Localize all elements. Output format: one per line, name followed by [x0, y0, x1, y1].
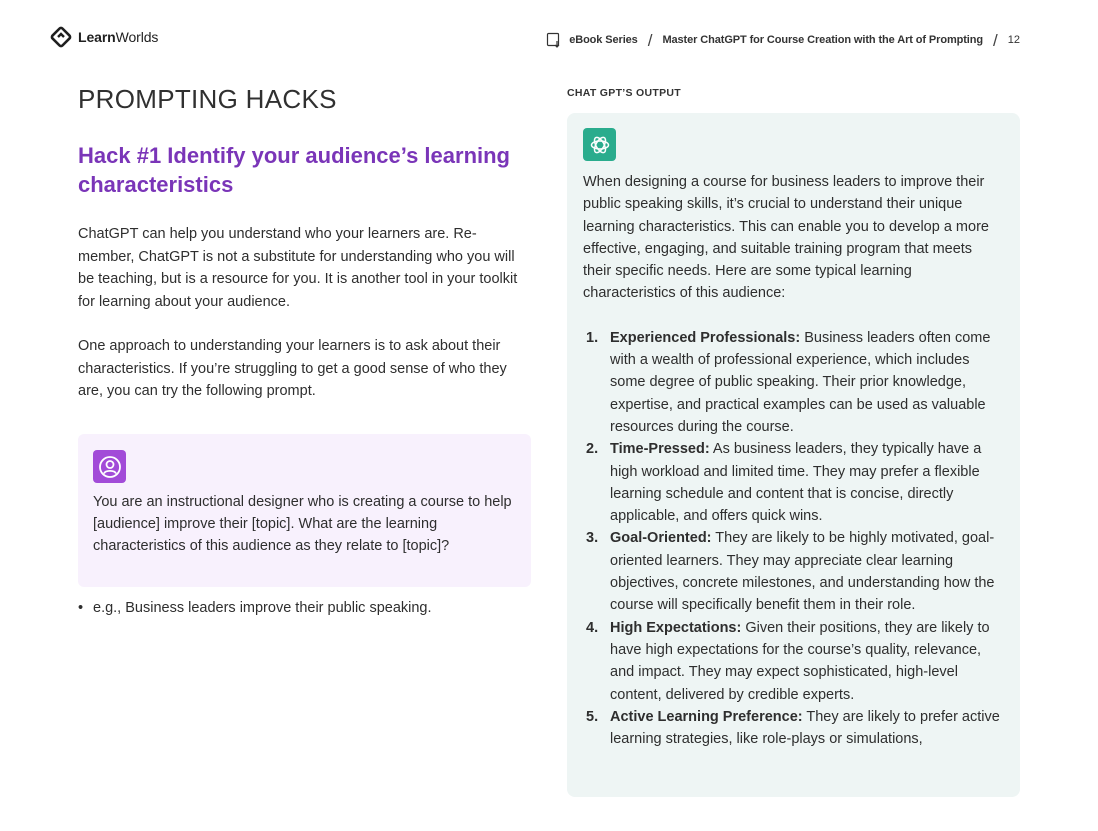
- breadcrumb-separator: /: [647, 30, 653, 50]
- hack-title: Hack #1 Identify your audience’s learning characteristics: [78, 143, 510, 197]
- list-item-title: Time-Pressed:: [610, 441, 710, 458]
- list-item-text: Given their positions, they are likely to have high expectations for the course’s quality, relevance, and impact. They may expect sophisticated, high-level content, delivered by credible experts.: [610, 619, 990, 703]
- list-number: 3.: [586, 530, 599, 547]
- example-bullet: [78, 600, 432, 616]
- intro-paragraph: ChatGPT can help you understand who your learners are. Re-member, ChatGPT is not a substitute for understanding who you will be teaching, but is a resource for you. It is another tool in your toolkit for learning about your audience.: [78, 226, 518, 310]
- list-item-text: Business leaders often come with a wealth of professional experience, which includes some degree of public speaking. Their prior knowledge, expertise, and practical examples can be used as valuable resources during the course.: [610, 329, 991, 435]
- document-title: Master ChatGPT for Course Creation with the Art of Prompting: [662, 34, 984, 46]
- logo-wordmark: LearnWorlds: [78, 29, 159, 45]
- header-breadcrumb: [546, 32, 1020, 48]
- output-label: CHAT GPT’S OUTPUT: [567, 87, 681, 99]
- prompt-box: [78, 434, 531, 587]
- list-item-text: They are likely to be highly motivated, goal-oriented learners. They may appreciate clear learning objectives, concrete milestones, and understanding how the course will specifically benefit them in their role.: [610, 530, 995, 614]
- bullet-marker: •: [78, 600, 84, 616]
- chatgpt-output-box: [567, 113, 1020, 797]
- left-column: [78, 84, 533, 425]
- list-item-title: Experienced Professionals:: [610, 329, 801, 346]
- output-intro: When designing a course for business leaders to improve their public speaking skills, it’s crucial to understand their unique learning characteristics. This can enable you to develop a more effective, engaging, and suitable training program that meets their specific needs. Here are some typical learning characteristics of this audience:: [583, 174, 989, 302]
- list-item: [583, 527, 1004, 616]
- learnworlds-logo-icon: [50, 26, 72, 48]
- breadcrumb-separator: /: [993, 30, 998, 50]
- approach-paragraph: One approach to understanding your learners is to ask about their characteristics. If you’re struggling to get a good sense of who they are, you can try the following prompt.: [78, 338, 507, 399]
- prompt-text: You are an instructional designer who is creating a course to help [audience] improve their [topic]. What are the learning characteristics of this audience as they relate to [topic]?: [93, 494, 512, 554]
- series-label: eBook Series: [569, 34, 638, 46]
- list-item-title: Goal-Oriented:: [610, 530, 712, 547]
- characteristics-list: [583, 327, 1004, 751]
- list-item-title: High Expectations:: [610, 619, 742, 636]
- list-item-title: Active Learning Preference:: [610, 708, 803, 725]
- section-title: PROMPTING HACKS: [78, 84, 337, 114]
- list-number: 1.: [586, 329, 599, 346]
- page-number: 12: [1007, 34, 1020, 46]
- list-item: [583, 438, 1004, 527]
- list-item: [583, 706, 1004, 751]
- list-item: [583, 327, 1004, 438]
- list-item: [583, 617, 1004, 706]
- list-number: 4.: [586, 619, 599, 636]
- learnworlds-logo: [50, 26, 158, 48]
- user-avatar-icon: [93, 450, 126, 483]
- example-text: e.g., Business leaders improve their public speaking.: [93, 600, 432, 616]
- list-number: 2.: [586, 441, 599, 458]
- list-item-text: They are likely to prefer active learning strategies, like role-plays or simulations,: [610, 708, 1000, 748]
- list-number: 5.: [586, 708, 599, 725]
- list-item-text: As business leaders, they typically have a high workload and limited time. They may prefer a flexible learning schedule and content that is concise, directly applicable, and offers quick wins.: [610, 441, 982, 525]
- openai-logo-icon: [583, 128, 616, 161]
- ebook-download-icon: [546, 32, 562, 48]
